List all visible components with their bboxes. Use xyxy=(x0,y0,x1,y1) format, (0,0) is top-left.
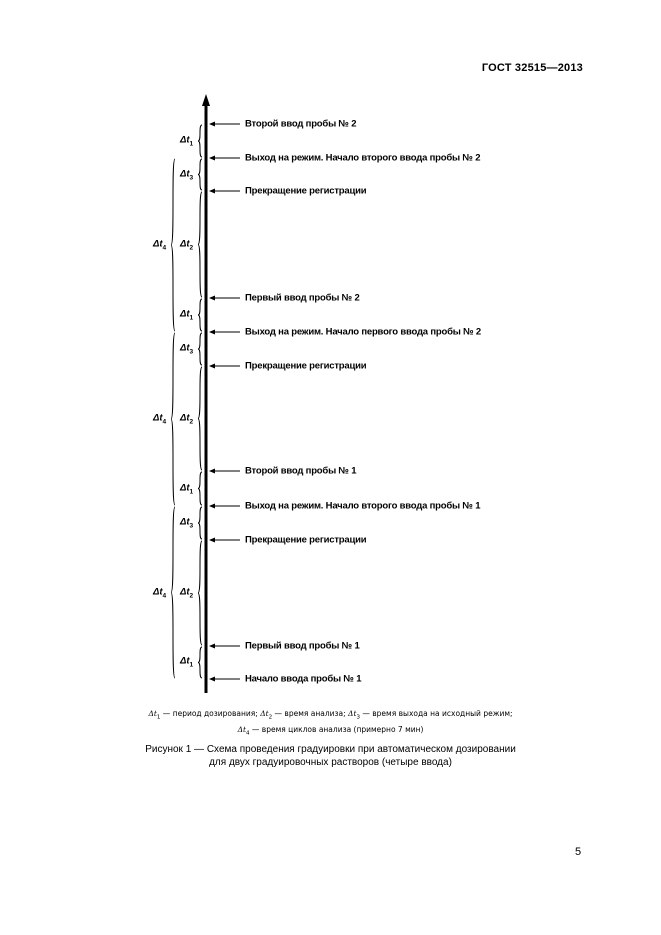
event-arrowhead xyxy=(209,538,215,543)
event-arrowhead xyxy=(209,644,215,649)
axis-arrowhead xyxy=(202,94,210,106)
caption-line-1: Рисунок 1 — Схема проведения градуировки при автоматическом дозировании xyxy=(145,744,516,755)
interval-brace xyxy=(198,541,202,645)
event-arrowhead xyxy=(209,364,215,369)
interval-label: $\Delta t_1$ xyxy=(180,308,194,322)
event-arrowhead xyxy=(209,189,215,194)
interval-brace xyxy=(198,125,202,157)
event-arrowhead xyxy=(209,677,215,682)
event-label: Прекращение регистрации xyxy=(245,360,367,372)
event-arrowhead xyxy=(209,296,215,301)
cycle-label: $\Delta t_4$ xyxy=(153,412,167,426)
event-label: Второй ввод пробы № 2 xyxy=(245,118,357,130)
figure-caption xyxy=(0,743,661,769)
event-label: Прекращение регистрации xyxy=(245,185,367,197)
interval-label: $\Delta t_1$ xyxy=(180,655,194,669)
event-arrowhead xyxy=(209,122,215,127)
event-label: Выход на режим. Начало первого ввода пробы № 2 xyxy=(245,326,482,338)
page-number: 5 xyxy=(575,846,582,858)
event-label: Прекращение регистрации xyxy=(245,534,367,546)
legend xyxy=(0,708,661,739)
cycle-brace xyxy=(171,507,175,678)
event-label: Выход на режим. Начало второго ввода пробы № 1 xyxy=(245,500,481,512)
event-arrowhead xyxy=(209,469,215,474)
interval-brace xyxy=(198,367,202,470)
event-label: Первый ввод пробы № 1 xyxy=(245,640,360,652)
event-label: Второй ввод пробы № 1 xyxy=(245,465,357,477)
interval-label: $\Delta t_3$ xyxy=(180,168,194,182)
cycle-brace xyxy=(171,333,175,505)
cycle-label: $\Delta t_4$ xyxy=(153,238,167,252)
interval-brace xyxy=(198,333,202,365)
event-arrowhead xyxy=(209,156,215,161)
event-label: Первый ввод пробы № 2 xyxy=(245,292,360,304)
interval-brace xyxy=(198,507,202,539)
legend-line-2: $\Delta t_4$ — время циклов анализа (примерно 7 мин) xyxy=(237,724,424,736)
legend-line-1: $\Delta t_1$ — период дозирования; $\Delta t_2$ — время анализа; $\Delta t_3$ — время выхода на исходный режим; xyxy=(148,709,513,721)
event-arrowhead xyxy=(209,330,215,335)
interval-brace xyxy=(198,647,202,678)
document-id: ГОСТ 32515—2013 xyxy=(481,62,583,74)
interval-brace xyxy=(198,192,202,297)
event-label: Начало ввода пробы № 1 xyxy=(245,673,362,685)
interval-label: $\Delta t_2$ xyxy=(180,586,194,600)
caption-line-2: для двух градуировочных растворов (четыре ввода) xyxy=(209,757,452,768)
interval-label: $\Delta t_2$ xyxy=(180,238,194,252)
interval-brace xyxy=(198,159,202,190)
cycle-brace xyxy=(171,159,175,331)
interval-label: $\Delta t_2$ xyxy=(180,412,194,426)
event-label: Выход на режим. Начало второго ввода пробы № 2 xyxy=(245,152,481,164)
interval-label: $\Delta t_3$ xyxy=(180,342,194,356)
interval-label: $\Delta t_3$ xyxy=(180,516,194,530)
cycle-label: $\Delta t_4$ xyxy=(153,586,167,600)
interval-brace xyxy=(198,472,202,505)
event-arrowhead xyxy=(209,504,215,509)
interval-label: $\Delta t_1$ xyxy=(180,134,194,148)
interval-brace xyxy=(198,299,202,331)
interval-label: $\Delta t_1$ xyxy=(180,482,194,496)
